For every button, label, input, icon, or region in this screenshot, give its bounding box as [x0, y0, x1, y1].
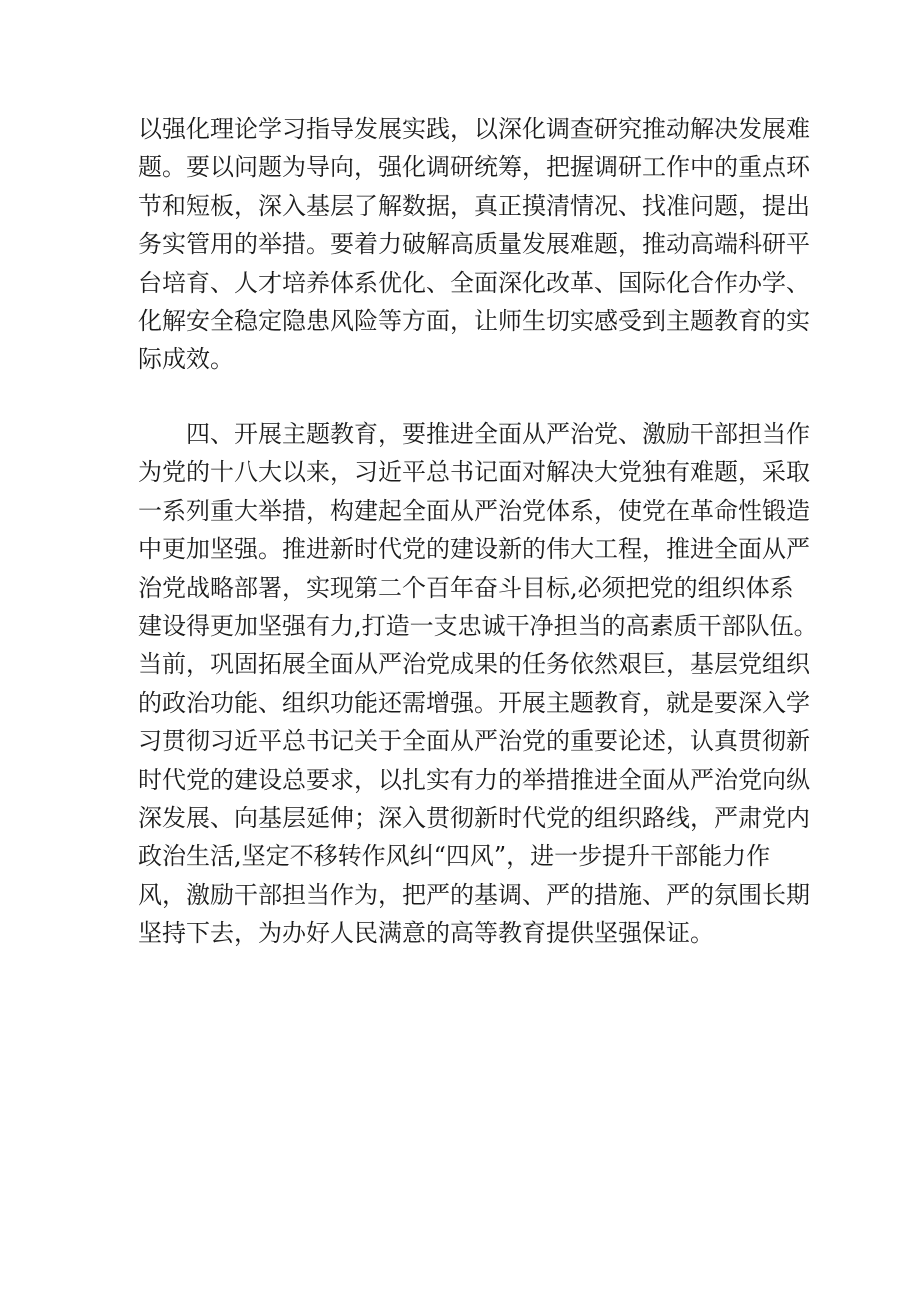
text-line: 的政治功能、组织功能还需增强。开展主题教育，就是要深入学 — [138, 688, 810, 717]
section-four-paragraph — [138, 415, 818, 952]
text-line: 台培育、人才培养体系优化、全面深化改革、国际化合作办学、 — [138, 268, 810, 297]
text-line: 务实管用的举措。要着力破解高质量发展难题，推动高端科研平 — [138, 230, 810, 259]
text-line: 风，激励干部担当作为，把严的基调、严的措施、严的氛围长期 — [138, 880, 810, 909]
section-heading-line: 四、开展主题教育，要推进全面从严治党、激励干部担当作 — [138, 420, 810, 448]
text-line: 治党战略部署，实现第二个百年奋斗目标,必须把党的组织体系 — [138, 573, 794, 602]
paragraph-continuation — [138, 110, 810, 379]
text-line: 节和短板，深入基层了解数据，真正摸清情况、找准问题，提出 — [138, 191, 810, 220]
text-line: 化解安全稳定隐患风险等方面，让师生切实感受到主题教育的实 — [138, 306, 810, 335]
text-line: 一系列重大举措，构建起全面从严治党体系，使党在革命性锻造 — [138, 496, 810, 525]
text-line: 政治生活,坚定不移转作风纠“四风”，进一步提升干部能力作 — [138, 842, 771, 871]
text-line: 时代党的建设总要求，以扎实有力的举措推进全面从严治党向纵 — [138, 765, 810, 794]
text-line: 深发展、向基层延伸；深入贯彻新时代党的组织路线，严肃党内 — [138, 803, 810, 832]
text-line: 习贯彻习近平总书记关于全面从严治党的重要论述，认真贯彻新 — [138, 727, 810, 756]
text-line: 中更加坚强。推进新时代党的建设新的伟大工程，推进全面从严 — [138, 535, 810, 564]
text-line: 当前，巩固拓展全面从严治党成果的任务依然艰巨，基层党组织 — [138, 650, 810, 679]
text-line: 建设得更加坚强有力,打造一支忠诚干净担当的高素质干部队伍。 — [138, 611, 818, 640]
text-line: 际成效。 — [138, 345, 234, 374]
text-line: 题。要以问题为导向，强化调研统筹，把握调研工作中的重点环 — [138, 153, 810, 182]
text-line: 坚持下去，为办好人民满意的高等教育提供坚强保证。 — [138, 919, 714, 948]
text-line: 以强化理论学习指导发展实践，以深化调查研究推动解决发展难 — [138, 115, 810, 143]
text-line: 为党的十八大以来，习近平总书记面对解决大党独有难题，采取 — [138, 458, 810, 487]
